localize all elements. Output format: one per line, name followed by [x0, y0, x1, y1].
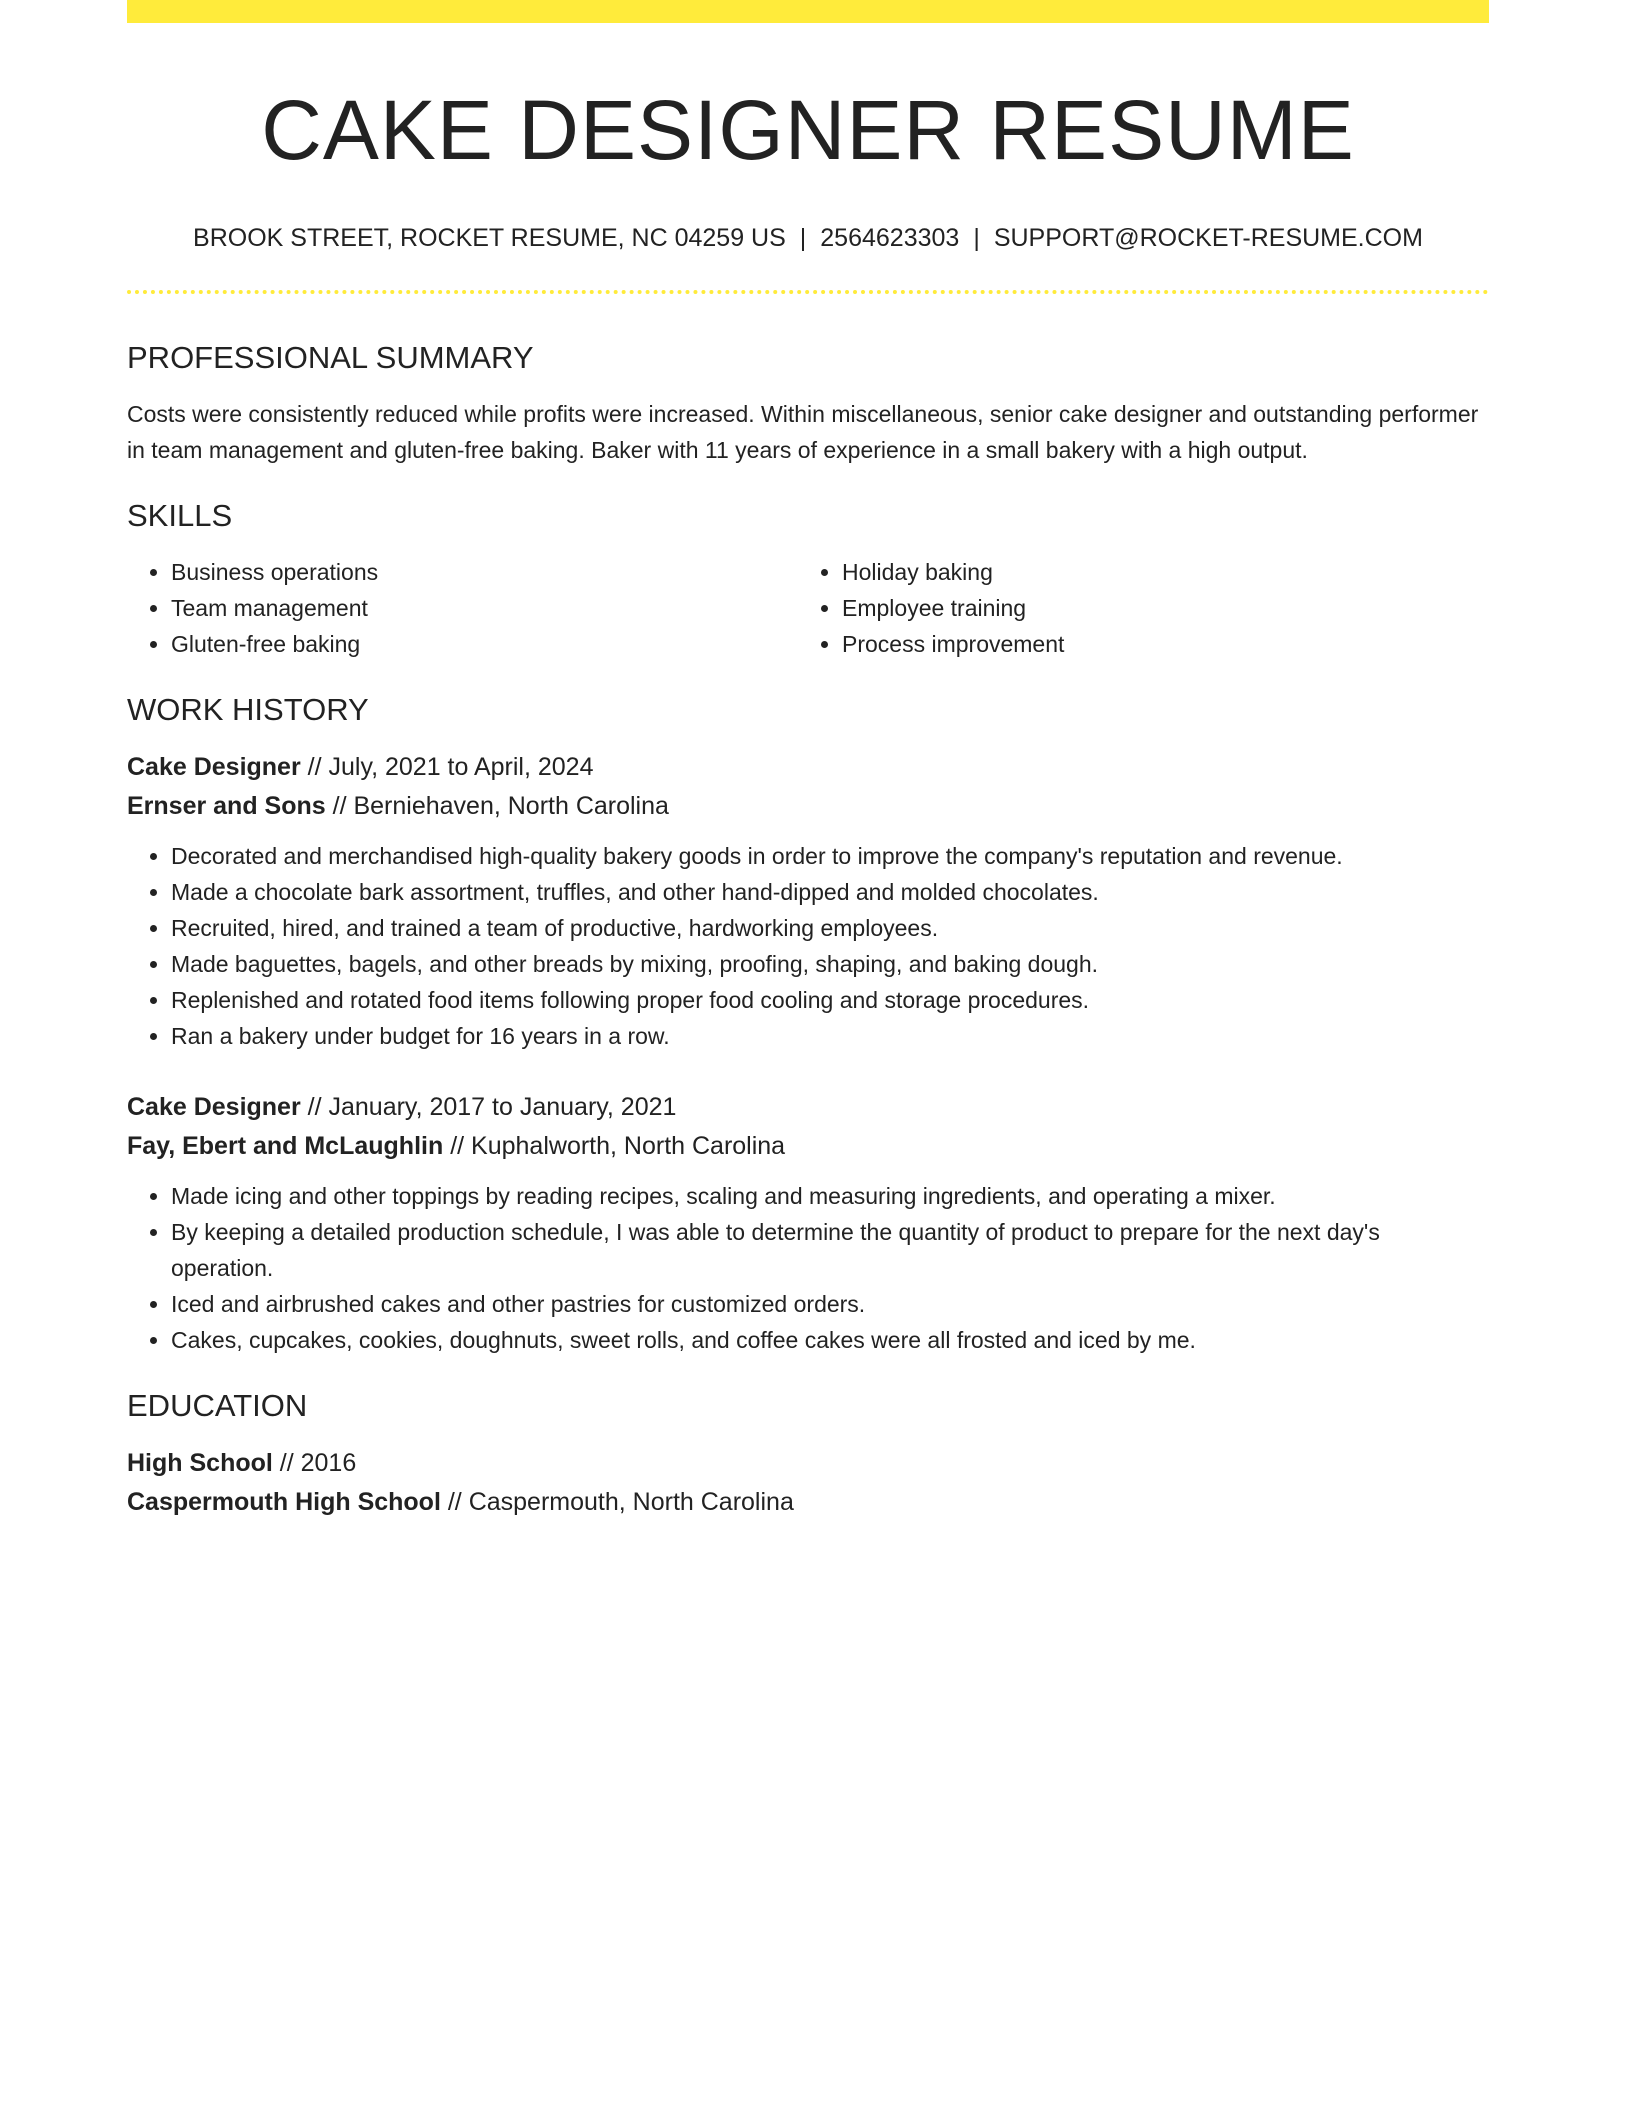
job-entry: [127, 1088, 1489, 1358]
job-company-line: [127, 787, 1489, 826]
contact-email: SUPPORT@ROCKET-RESUME.COM: [993, 224, 1423, 252]
job-bullets: [127, 838, 1489, 1054]
resume-title: CAKE DESIGNER RESUME: [261, 83, 1355, 177]
job-bullet: • Ran a bakery under budget for 16 years in a row.: [171, 1018, 1489, 1054]
job-bullet: • Replenished and rotated food items following proper food cooling and storage procedures.: [171, 982, 1489, 1018]
job-role-line: [127, 1088, 1489, 1127]
contact-separator: |: [799, 224, 807, 252]
skills-column-left: [127, 554, 798, 662]
education-degree-line: [127, 1444, 1489, 1483]
job-bullet: • By keeping a detailed production schedule, I was able to determine the quantity of product to prepare for the next day's operation.: [171, 1214, 1489, 1286]
skills-list: [127, 554, 1489, 662]
job-entry: [127, 748, 1489, 1054]
job-location: // Berniehaven, North Carolina: [332, 792, 669, 820]
job-role: Cake Designer: [127, 1093, 301, 1121]
job-role: Cake Designer: [127, 753, 301, 781]
skill-item: • Gluten-free baking: [171, 626, 798, 662]
education-school-line: [127, 1483, 1489, 1522]
summary-heading: PROFESSIONAL SUMMARY: [127, 340, 534, 375]
education-school: Caspermouth High School: [127, 1488, 441, 1516]
job-bullet: • Made icing and other toppings by reading recipes, scaling and measuring ingredients, and operating a mixer.: [171, 1178, 1489, 1214]
work-history-heading: WORK HISTORY: [127, 692, 369, 727]
job-bullet: • Decorated and merchandised high-quality bakery goods in order to improve the company's reputation and revenue.: [171, 838, 1489, 874]
skill-item: • Employee training: [842, 590, 1469, 626]
job-bullet: • Iced and airbrushed cakes and other pastries for customized orders.: [171, 1286, 1489, 1322]
contact-phone: 2564623303: [820, 224, 960, 252]
contact-line: [127, 222, 1489, 254]
job-dates: // January, 2017 to January, 2021: [307, 1093, 677, 1121]
skill-item: • Business operations: [171, 554, 798, 590]
contact-separator: |: [973, 224, 980, 252]
job-role-line: [127, 748, 1489, 787]
contact-address: BROOK STREET, ROCKET RESUME, NC 04259 US: [193, 224, 786, 252]
summary-text: Costs were consistently reduced while profits were increased. Within miscellaneous, senior cake designer and outstanding performer in team management and gluten-free baking. Baker with 11 years of experience in a small bakery with a high output.: [127, 401, 1479, 463]
education-location: // Caspermouth, North Carolina: [447, 1488, 794, 1516]
job-bullet: • Made baguettes, bagels, and other breads by mixing, proofing, shaping, and baking dough.: [171, 946, 1489, 982]
education-year: // 2016: [279, 1449, 357, 1477]
resume-content: [127, 0, 1489, 1522]
education-degree: High School: [127, 1449, 273, 1477]
education-heading: EDUCATION: [127, 1388, 308, 1423]
job-company-line: [127, 1127, 1489, 1166]
skills-column-right: [798, 554, 1469, 662]
job-location: // Kuphalworth, North Carolina: [450, 1132, 786, 1160]
job-dates: // July, 2021 to April, 2024: [307, 753, 594, 781]
job-bullet: • Cakes, cupcakes, cookies, doughnuts, sweet rolls, and coffee cakes were all frosted and iced by me.: [171, 1322, 1489, 1358]
skill-item: • Holiday baking: [842, 554, 1469, 590]
skills-heading: SKILLS: [127, 498, 233, 533]
job-bullet: • Recruited, hired, and trained a team of productive, hardworking employees.: [171, 910, 1489, 946]
job-bullet: • Made a chocolate bark assortment, truffles, and other hand-dipped and molded chocolates.: [171, 874, 1489, 910]
skill-item: • Process improvement: [842, 626, 1469, 662]
job-company: Ernser and Sons: [127, 792, 326, 820]
job-bullets: [127, 1178, 1489, 1358]
job-company: Fay, Ebert and McLaughlin: [127, 1132, 444, 1160]
dotted-divider: [127, 290, 1489, 294]
skill-item: • Team management: [171, 590, 798, 626]
